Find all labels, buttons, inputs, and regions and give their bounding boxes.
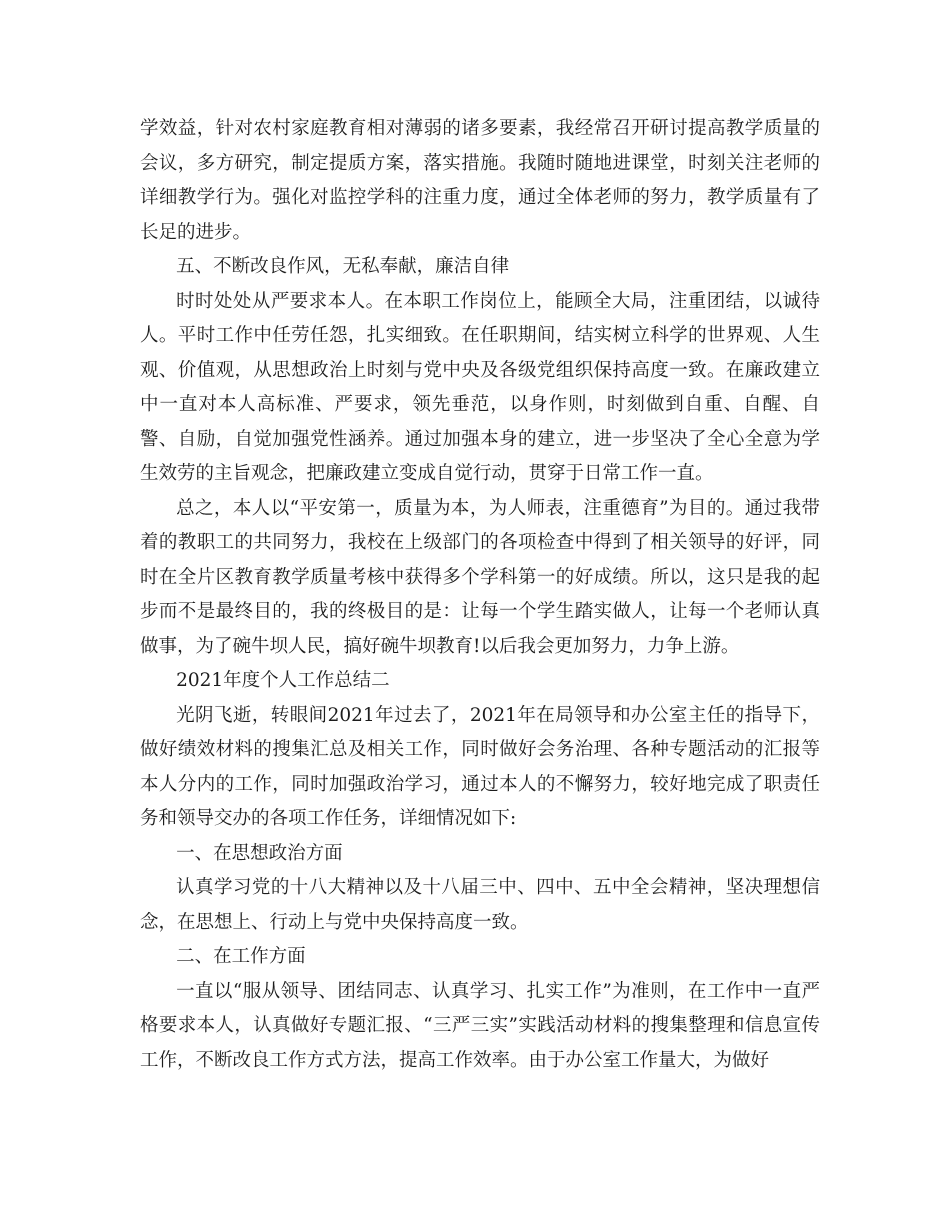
paragraph: 认真学习党的十八大精神以及十八届三中、四中、五中全会精神，坚决理想信念，在思想上、行动上与党中央保持高度一致。 [140, 877, 820, 933]
paragraph-continued: 学效益，针对农村家庭教育相对薄弱的诸多要素，我经常召开研讨提高教学质量的会议，多方研究，制定提质方案，落实措施。我随时随地进课堂，时刻关注老师的详细教学行为。强化对监控学科的注重力度，通过全体老师的努力，教学质量有了长足的进步。 [140, 118, 820, 243]
paragraph-conclusion: 总之，本人以“平安第一，质量为本，为人师表，注重德育”为目的。通过我带着的教职工的共同努力，我校在上级部门的各项检查中得到了相关领导的好评，同时在全片区教育教学质量考核中获得多个学科第一的好成绩。所以，这只是我的起步而不是最终目的，我的终极目的是：让每一个学生踏实做人，让每一个老师认真做事，为了碗牛坝人民，搞好碗牛坝教育!以后我会更加努力，力争上游。 [140, 497, 820, 657]
section-heading-2: 二、在工作方面 [176, 946, 306, 967]
section-heading-5: 五、不断改良作风，无私奉献，廉洁自律 [176, 256, 510, 277]
document-subtitle: 2021年度个人工作总结二 [176, 670, 390, 691]
section-heading-1: 一、在思想政治方面 [176, 842, 343, 864]
paragraph: 光阴飞逝，转眼间2021年过去了，2021年在局领导和办公室主任的指导下，做好绩效材料的搜集汇总及相关工作，同时做好会务治理、各种专题活动的汇报等本人分内的工作，同时加强政治学习，通过本人的不懈努力，较好地完成了职责任务和领导交办的各项工作任务，详细情况如下: [140, 704, 820, 829]
paragraph: 一直以“服从领导、团结同志、认真学习、扎实工作”为准则，在工作中一直严格要求本人，认真做好专题汇报、“三严三实”实践活动材料的搜集整理和信息宣传工作，不断改良工作方式方法，提高工作效率。由于办公室工作量大，为做好 [140, 980, 820, 1071]
paragraph: 时时处处从严要求本人。在本职工作岗位上，能顾全大局，注重团结，以诚待人。平时工作中任劳任怨，扎实细致。在任职期间，结实树立科学的世界观、人生观、价值观，从思想政治上时刻与党中央及各级党组织保持高度一致。在廉政建立中一直对本人高标准、严要求，领先垂范，以身作则，时刻做到自重、自醒、自警、自励，自觉加强党性涵养。通过加强本身的建立，进一步坚决了全心全意为学生效劳的主旨观念，把廉政建立变成自觉行动，贯穿于日常工作一直。 [140, 290, 820, 484]
document-page [140, 112, 820, 1078]
